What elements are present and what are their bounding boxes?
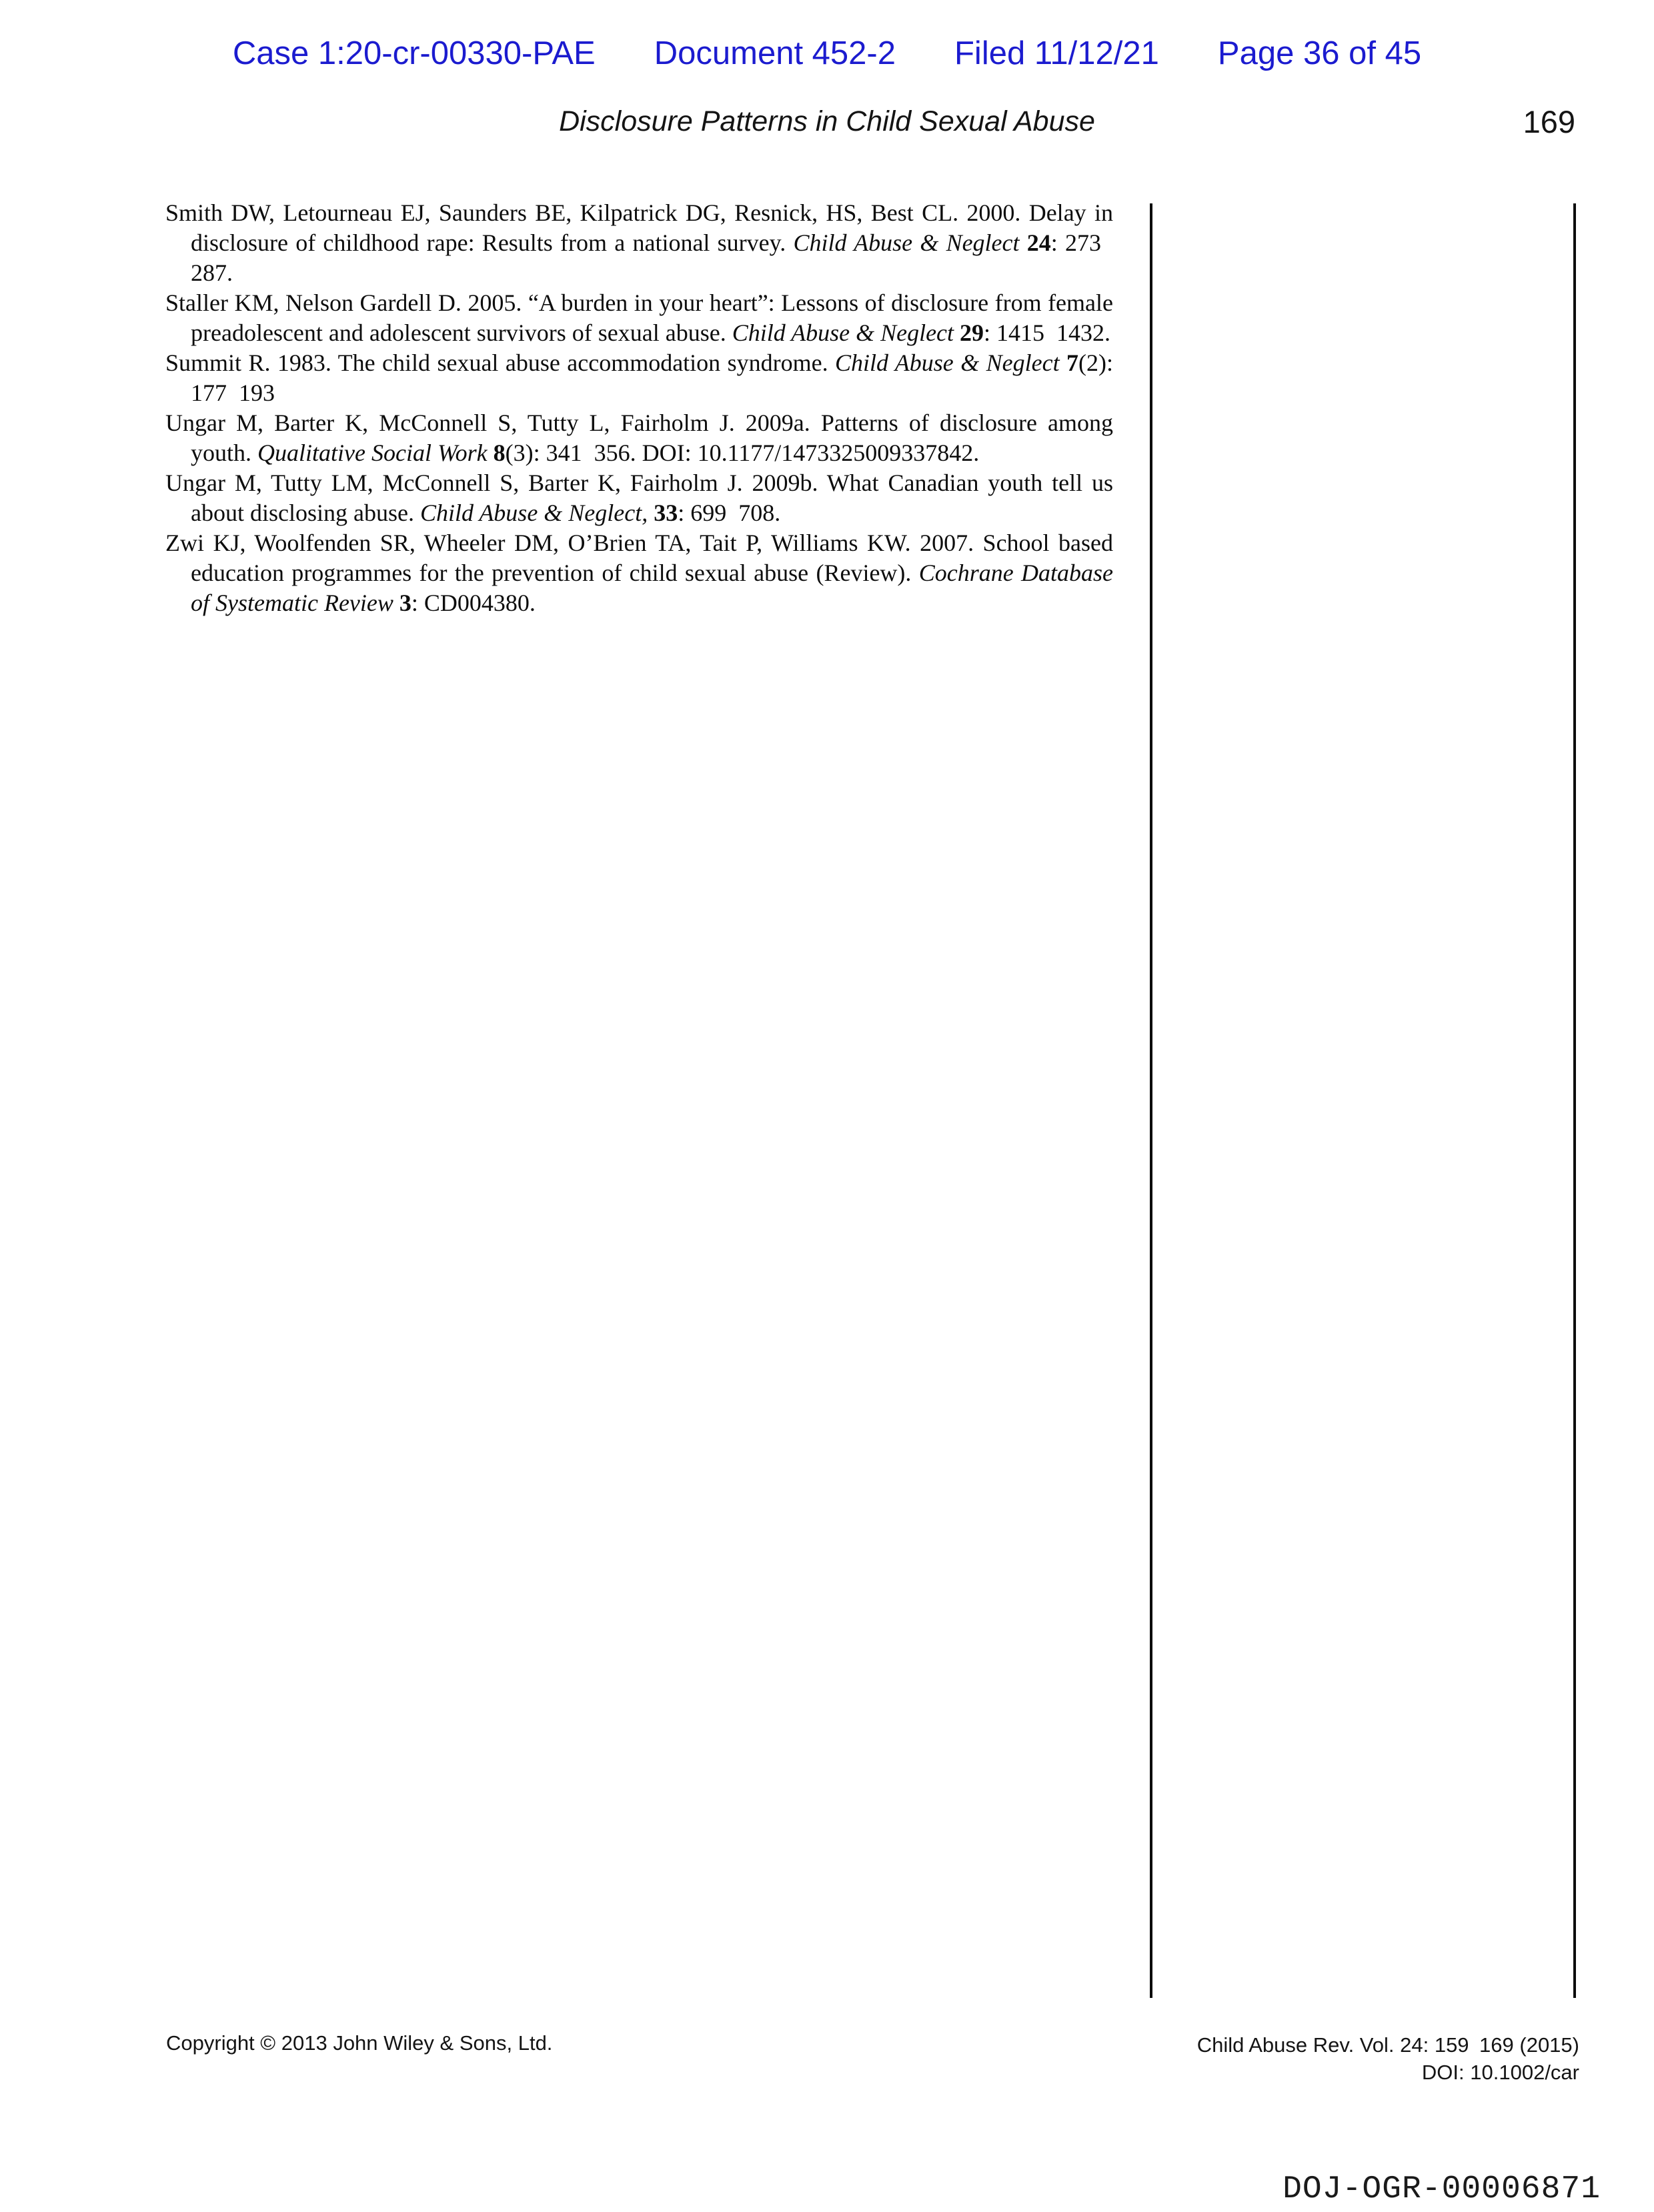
reference-item — [165, 288, 1113, 348]
reference-segment: : CD004380. — [411, 590, 536, 616]
reference-segment — [648, 499, 654, 526]
copyright-notice: Copyright © 2013 John Wiley & Sons, Ltd. — [166, 2031, 553, 2055]
page-number: 169 — [1523, 104, 1575, 139]
court-case-label: Case 1:20-cr-00330-PAE — [232, 35, 596, 71]
reference-segment: Child Abuse & Neglect, — [420, 499, 648, 526]
reference-segment: : 699 708. — [678, 499, 781, 526]
reference-list — [165, 198, 1113, 618]
reference-segment: Ungar M, Barter K, McConnell S, Tutty L, Fairholm J. 2009a. Patterns of disclosure among youth. — [165, 409, 1113, 466]
reference-segment: Child Abuse & Neglect — [835, 349, 1060, 376]
reference-segment — [1060, 349, 1066, 376]
reference-segment: 33 — [654, 499, 678, 526]
doi-line: DOI: 10.1002/car — [1421, 2061, 1579, 2084]
court-filed-label: Filed 11/12/21 — [954, 35, 1159, 71]
reference-segment: 3 — [399, 590, 411, 616]
reference-segment — [393, 590, 399, 616]
court-document-label: Document 452-2 — [654, 35, 896, 71]
reference-segment: : 273 287. — [191, 229, 1113, 286]
reference-segment: Smith DW, Letourneau EJ, Saunders BE, Kilpatrick DG, Resnick, HS, Best CL. 2000. Delay in disclosure of childhood rape: Results from a national survey. — [165, 199, 1113, 256]
journal-citation-line: Child Abuse Rev. Vol. 24: 159 169 (2015) — [1196, 2033, 1579, 2057]
reference-segment: Child Abuse & Neglect — [732, 319, 954, 346]
reference-item — [165, 348, 1113, 408]
reference-item — [165, 528, 1113, 618]
reference-segment — [954, 319, 960, 346]
reference-segment — [488, 439, 494, 466]
journal-footer — [1197, 2031, 1579, 2086]
reference-segment: 29 — [960, 319, 984, 346]
reference-segment: Cochrane Database of Systematic Review — [191, 560, 1113, 616]
court-page-label: Page 36 of 45 — [1217, 35, 1422, 71]
reference-segment: Qualitative Social Work — [257, 439, 488, 466]
reference-segment: 24 — [1026, 229, 1051, 256]
reference-segment: : 1415 1432. — [984, 319, 1111, 346]
reference-segment: 7 — [1066, 349, 1079, 376]
reference-segment: (3): 341 356. DOI: 10.1177/1473325009337842. — [505, 439, 980, 466]
bates-stamp: DOJ-OGR-00006871 — [1283, 2171, 1601, 2207]
running-head-title: Disclosure Patterns in Child Sexual Abuse — [559, 105, 1095, 137]
reference-segment: Zwi KJ, Woolfenden SR, Wheeler DM, O’Brien TA, Tait P, Williams KW. 2007. School based education programmes for the prevention of child sexual abuse (Review). — [165, 529, 1113, 586]
vertical-rule-right — [1573, 203, 1576, 1998]
reference-item — [165, 198, 1113, 288]
reference-segment: Summit R. 1983. The child sexual abuse accommodation syndrome. — [165, 349, 836, 376]
court-stamp-header — [0, 35, 1654, 72]
reference-segment: (2): 177 193 — [191, 349, 1114, 406]
reference-segment: Child Abuse & Neglect — [793, 229, 1020, 256]
reference-item — [165, 468, 1113, 528]
reference-item — [165, 408, 1113, 468]
reference-segment: Ungar M, Tutty LM, McConnell S, Barter K, Fairholm J. 2009b. What Canadian youth tell us about disclosing abuse. — [165, 469, 1113, 526]
vertical-rule-left — [1150, 203, 1152, 1998]
reference-segment — [1020, 229, 1027, 256]
reference-segment: 8 — [493, 439, 506, 466]
reference-segment: Staller KM, Nelson Gardell D. 2005. “A burden in your heart”: Lessons of disclosure from female preadolescent and adolescent survivors of sexual abuse. — [165, 289, 1113, 346]
